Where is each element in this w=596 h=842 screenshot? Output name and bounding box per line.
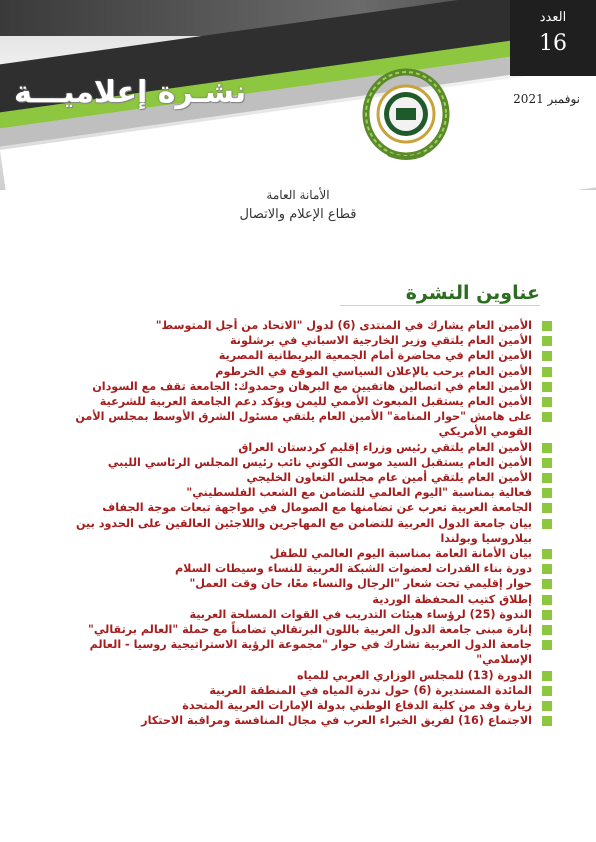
green-square-bullet-icon — [542, 716, 552, 726]
toc-item-text: دورة بناء القدرات لعضوات الشبكة العربية للنساء وسيطات السلام — [174, 562, 532, 576]
green-square-bullet-icon — [542, 564, 552, 574]
green-square-bullet-icon — [542, 579, 552, 589]
green-square-bullet-icon — [542, 382, 552, 392]
toc-item-text: الأمين العام يلتقي أمين عام مجلس التعاون الخليجي — [246, 471, 532, 485]
arab-league-emblem-icon — [358, 62, 454, 162]
toc-item — [56, 668, 552, 683]
toc-item — [56, 364, 552, 379]
toc-item — [56, 409, 552, 439]
toc-item-text: الأمين العام يستقبل المبعوث الأممي لليمن ويؤكد دعم الجامعة العربية للشرعية — [99, 395, 532, 409]
green-square-bullet-icon — [542, 701, 552, 711]
toc-item-text: الأمين العام يشارك في المنتدى (6) لدول "الاتحاد من أجل المتوسط" — [155, 319, 532, 332]
green-square-bullet-icon — [542, 458, 552, 468]
publication-title: نشـرة إعلاميـــة — [14, 75, 247, 110]
toc-item-text: جامعة الدول العربية تشارك في حوار "مجموعة الرؤية الاستراتيجية روسيا - العالم الإسلامي" — [89, 638, 532, 667]
toc-item — [56, 516, 552, 546]
green-square-bullet-icon — [542, 473, 552, 483]
toc-item — [56, 394, 552, 409]
toc-item-text: على هامش "حوار المنامة" الأمين العام يلتقي مسئول الشرق الأوسط بمجلس الأمن القومي الأمريكي — [75, 410, 532, 439]
toc-item — [56, 318, 552, 333]
toc-item — [56, 637, 552, 667]
issue-box — [510, 0, 596, 76]
toc-item — [56, 470, 552, 485]
toc-item-text: الأمين العام يلتقي رئيس وزراء إقليم كردستان العراق — [238, 440, 532, 454]
green-square-bullet-icon — [542, 367, 552, 377]
toc-item — [56, 576, 552, 591]
toc-item-text: الدورة (13) للمجلس الوزاري العربي للمياه — [297, 668, 532, 682]
org-name: الأمانة العامة — [266, 188, 330, 202]
toc-item-text: إنارة مبنى جامعة الدول العربية باللون البرتقالي تضامناً مع حملة "العالم برتقالي" — [88, 623, 532, 637]
toc-item — [56, 683, 552, 698]
green-square-bullet-icon — [542, 686, 552, 696]
toc-item — [56, 592, 552, 607]
toc-item-text: المائدة المستديرة (6) حول ندرة المياه في المنطقة العربية — [209, 683, 532, 697]
toc-item-text: بيان جامعة الدول العربية للتضامن مع المهاجرين واللاجئين العالقين على الحدود بين بيلاروسيا وبولندا — [75, 516, 532, 545]
cover-header — [0, 0, 596, 240]
green-square-bullet-icon — [542, 351, 552, 361]
toc-item-text: إطلاق كتيب المحفظة الوردية — [372, 592, 532, 606]
toc-item-text: الأمين العام يرحب بالإعلان السياسي الموقع في الخرطوم — [215, 364, 532, 378]
green-square-bullet-icon — [542, 549, 552, 559]
toc-item-text: الأمين العام في محاضرة أمام الجمعية البريطانية المصرية — [218, 349, 532, 363]
green-square-bullet-icon — [542, 640, 552, 650]
toc-list — [56, 318, 552, 728]
toc-item — [56, 698, 552, 713]
toc-item — [56, 333, 552, 348]
toc-item — [56, 622, 552, 637]
green-square-bullet-icon — [542, 671, 552, 681]
toc-item — [56, 561, 552, 576]
green-square-bullet-icon — [542, 321, 552, 331]
toc-item-text: الأمين العام في اتصالين هاتفيين مع البرهان وحمدوك: الجامعة تقف مع السودان — [92, 379, 532, 393]
toc-item — [56, 546, 552, 561]
green-square-bullet-icon — [542, 336, 552, 346]
toc-item-text: بيان الأمانة العامة بمناسبة اليوم العالمي للطفل — [269, 547, 532, 561]
toc-title: عناوين النشرة — [405, 282, 540, 304]
green-square-bullet-icon — [542, 595, 552, 605]
issue-number: 16 — [539, 31, 567, 56]
toc-item — [56, 440, 552, 455]
toc-item — [56, 500, 552, 515]
toc-item — [56, 713, 552, 728]
green-square-bullet-icon — [542, 412, 552, 422]
issue-label: العدد — [539, 10, 567, 25]
toc-item — [56, 485, 552, 500]
green-square-bullet-icon — [542, 443, 552, 453]
green-square-bullet-icon — [542, 503, 552, 513]
toc-item-text: زيارة وفد من كلية الدفاع الوطني بدولة الإمارات العربية المتحدة — [182, 699, 532, 713]
toc-item-text: الاجتماع (16) لفريق الخبراء العرب في مجال المنافسة ومراقبة الاحتكار — [141, 714, 532, 728]
toc-title-divider — [340, 305, 540, 306]
toc-item-text: الأمين العام يستقبل السيد موسى الكوني نائب رئيس المجلس الرئاسي الليبي — [107, 455, 532, 469]
toc-item — [56, 348, 552, 363]
sector-name: قطاع الإعلام والاتصال — [239, 207, 357, 222]
green-square-bullet-icon — [542, 610, 552, 620]
toc-item-text: الندوة (25) لرؤساء هيئات التدريب في القوات المسلحة العربية — [189, 607, 532, 621]
green-square-bullet-icon — [542, 519, 552, 529]
toc-item-text: حوار إقليمي تحت شعار "الرجال والنساء معًا، حان وقت العمل" — [189, 577, 532, 591]
toc-item-text: الجامعة العربية تعرب عن تضامنها مع الصومال في مواجهة تبعات موجة الجفاف — [102, 501, 532, 515]
toc-item-text: الأمين العام يلتقي وزير الخارجية الاسباني في برشلونة — [230, 334, 532, 348]
issue-date: نوفمبر 2021 — [513, 92, 580, 106]
green-square-bullet-icon — [542, 488, 552, 498]
toc-item — [56, 607, 552, 622]
green-square-bullet-icon — [542, 625, 552, 635]
toc-item — [56, 379, 552, 394]
toc-item-text: فعالية بمناسبة "اليوم العالمي للتضامن مع الشعب الفلسطيني" — [186, 486, 532, 500]
toc-item — [56, 455, 552, 470]
green-square-bullet-icon — [542, 397, 552, 407]
